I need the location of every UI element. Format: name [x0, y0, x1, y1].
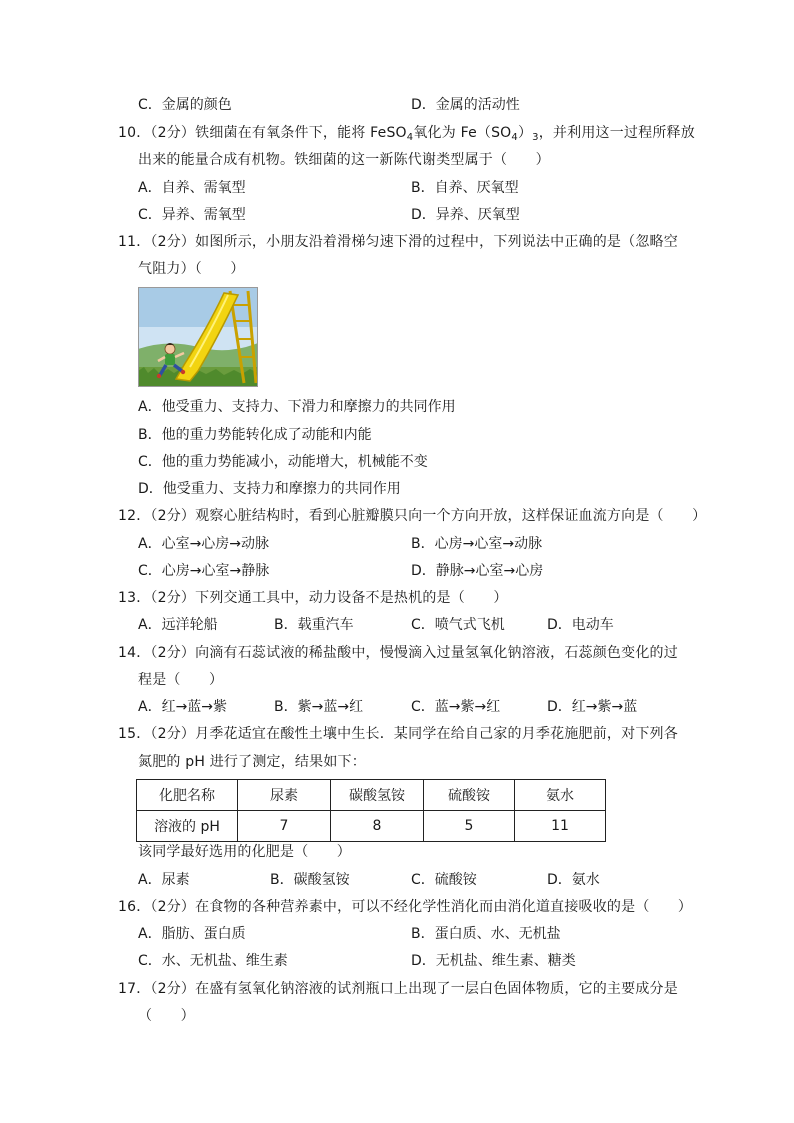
q15-option-b[interactable]: B．碳酸氢铵: [270, 872, 350, 888]
q9-option-d[interactable]: D．金属的活动性: [411, 97, 520, 113]
slide-illustration: [138, 287, 258, 387]
q11-option-b[interactable]: B．他的重力势能转化成了动能和内能: [138, 427, 372, 443]
q16-option-b[interactable]: B．蛋白质、水、无机盐: [411, 926, 561, 942]
ph-table: [136, 779, 606, 842]
q14-option-a[interactable]: A．红→蓝→紫: [138, 699, 228, 715]
ph-table-header-row: [137, 780, 606, 811]
q15-option-a[interactable]: A．尿素: [138, 872, 190, 888]
q10-option-b[interactable]: B．自养、厌氧型: [411, 180, 519, 196]
q10-stem-line2: 出来的能量合成有机物。铁细菌的这一新陈代谢类型属于（ ）: [138, 152, 550, 168]
q14-stem-line2: 程是（ ）: [138, 672, 224, 688]
q10-stem-part-c: ）: [517, 125, 533, 141]
q12-option-a[interactable]: A．心室→心房→动脉: [138, 536, 270, 552]
q14-stem-line1: 14．（2分）向滴有石蕊试液的稀盐酸中，慢慢滴入过量氢氧化钠溶液，石蕊颜色变化的过: [118, 645, 678, 661]
q11-option-c[interactable]: C．他的重力势能减小，动能增大，机械能不变: [138, 454, 428, 470]
q15-option-c[interactable]: C．硫酸铵: [411, 872, 477, 888]
q10-stem-line1: [118, 123, 695, 143]
q14-option-c[interactable]: C．蓝→紫→红: [411, 699, 501, 715]
ph-table-cell: 尿素: [238, 780, 331, 811]
q10-stem-part-a: 10．（2分）铁细菌在有氧条件下，能将 FeSO: [118, 125, 407, 141]
q12-option-d[interactable]: D．静脉→心室→心房: [411, 563, 544, 579]
ph-table-cell: 氨水: [515, 780, 606, 811]
q10-subscript-2: 4: [511, 132, 518, 143]
q17-stem-line2: （ ）: [138, 1008, 195, 1024]
ph-table-cell: 8: [331, 811, 424, 842]
q17-stem-line1: 17．（2分）在盛有氢氧化钠溶液的试剂瓶口上出现了一层白色固体物质，它的主要成分是: [118, 981, 678, 997]
q10-stem-part-b: 氧化为 Fe（SO: [413, 125, 512, 141]
q10-stem-part-d: ，并利用这一过程所释放: [538, 125, 695, 141]
q13-option-c[interactable]: C．喷气式飞机: [411, 617, 505, 633]
q10-option-c[interactable]: C．异养、需氧型: [138, 207, 246, 223]
q13-option-d[interactable]: D．电动车: [547, 617, 614, 633]
q16-option-d[interactable]: D．无机盐、维生素、糖类: [411, 953, 576, 969]
q13-stem-line1: 13．（2分）下列交通工具中，动力设备不是热机的是（ ）: [118, 590, 508, 606]
q16-option-c[interactable]: C．水、无机盐、维生素: [138, 953, 288, 969]
q11-stem-line1: 11．（2分）如图所示，小朋友沿着滑梯匀速下滑的过程中，下列说法中正确的是（忽略空: [118, 234, 678, 250]
ph-table-cell: 11: [515, 811, 606, 842]
q16-option-a[interactable]: A．脂肪、蛋白质: [138, 926, 246, 942]
q10-option-d[interactable]: D．异养、厌氧型: [411, 207, 520, 223]
q12-stem-line1: 12．（2分）观察心脏结构时，看到心脏瓣膜只向一个方向开放，这样保证血流方向是（ ）: [118, 508, 707, 524]
q13-option-a[interactable]: A．远洋轮船: [138, 617, 218, 633]
q11-stem-line2: 气阻力）（ ）: [138, 261, 245, 277]
q10-subscript-3: 3: [532, 132, 539, 143]
q11-option-d[interactable]: D．他受重力、支持力和摩擦力的共同作用: [138, 481, 401, 497]
q11-option-a[interactable]: A．他受重力、支持力、下滑力和摩擦力的共同作用: [138, 399, 456, 415]
q14-option-d[interactable]: D．红→紫→蓝: [547, 699, 638, 715]
q13-option-b[interactable]: B．载重汽车: [274, 617, 354, 633]
q12-option-c[interactable]: C．心房→心室→静脉: [138, 563, 270, 579]
ph-table-cell: 化肥名称: [137, 780, 238, 811]
ph-table-cell: 5: [424, 811, 515, 842]
q16-stem-line1: 16．（2分）在食物的各种营养素中，可以不经化学性消化而由消化道直接吸收的是（ ）: [118, 899, 693, 915]
q10-subscript-1: 4: [406, 132, 414, 143]
q14-option-b[interactable]: B．紫→蓝→红: [274, 699, 364, 715]
ph-table-cell: 溶液的 pH: [137, 811, 238, 842]
ph-table-value-row: [137, 811, 606, 842]
q15-option-d[interactable]: D．氨水: [547, 872, 600, 888]
ph-table-cell: 碳酸氢铵: [331, 780, 424, 811]
q10-option-a[interactable]: A．自养、需氧型: [138, 180, 246, 196]
q12-option-b[interactable]: B．心房→心室→动脉: [411, 536, 543, 552]
q15-stem-line2: 氮肥的 pH 进行了测定，结果如下：: [138, 754, 366, 770]
q9-option-c[interactable]: C．金属的颜色: [138, 97, 232, 113]
q15-stem-line3: 该同学最好选用的化肥是（ ）: [138, 844, 351, 860]
ph-table-cell: 7: [238, 811, 331, 842]
q15-stem-line1: 15．（2分）月季花适宜在酸性土壤中生长．某同学在给自己家的月季花施肥前，对下列各: [118, 726, 678, 742]
ph-table-cell: 硫酸铵: [424, 780, 515, 811]
